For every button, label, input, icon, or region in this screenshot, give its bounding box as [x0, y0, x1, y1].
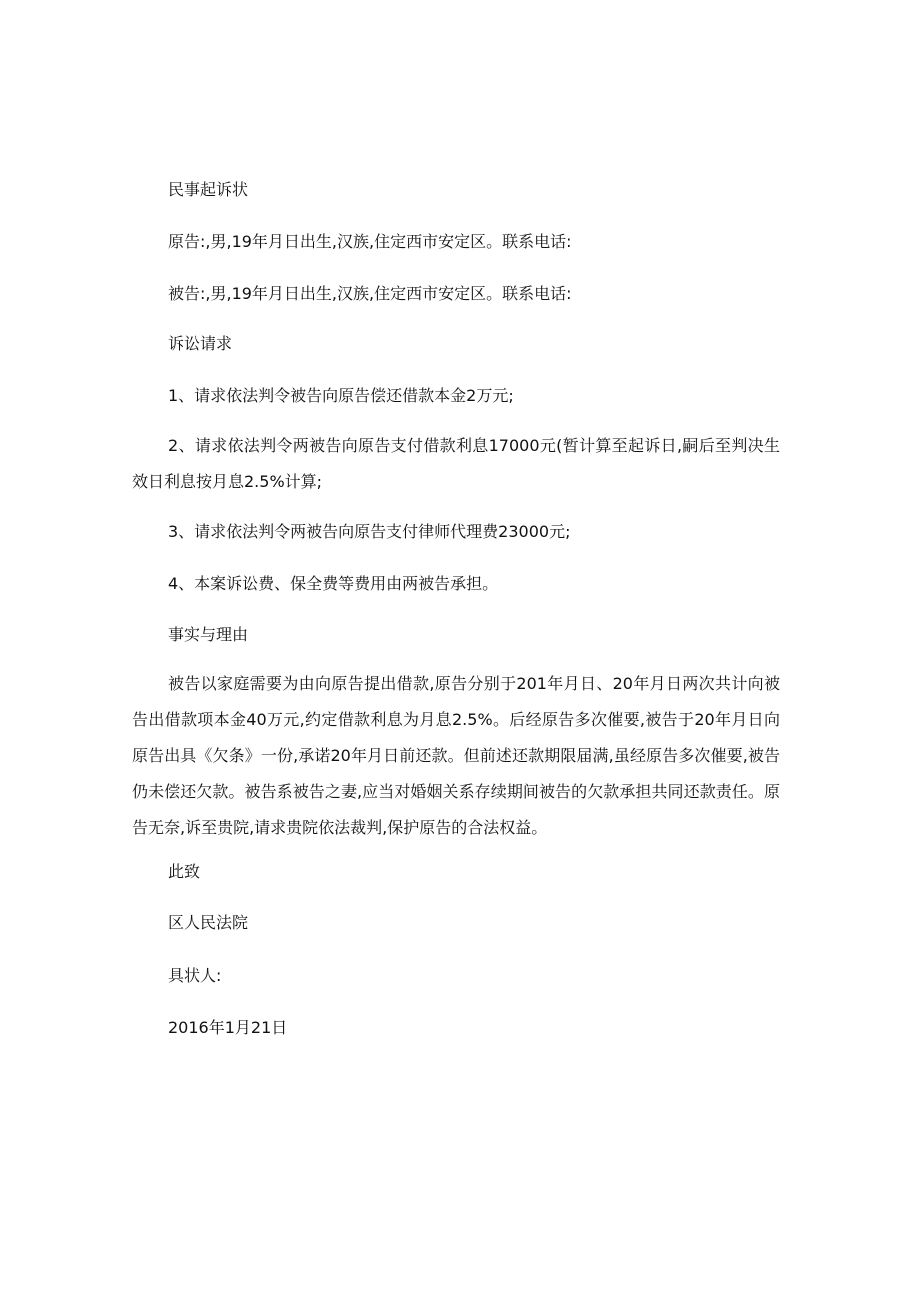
signer-label: 具状人: [168, 966, 222, 985]
facts-paragraph: 被告以家庭需要为由向原告提出借款,原告分别于201年月日、20年月日两次共计向被告出借款项本金40万元,约定借款利息为月息2.5%。后经原告多次催要,被告于20年月日向原告出具《欠条》一份,承诺20年月日前还款。但前述还款期限届满,虽经原告多次催要,被告仍未偿还欠款。被告系被告之妻,应当对婚姻关系存续期间被告的欠款承担共同还款责任。原告无奈,诉至贵院,请求贵院依法裁判,保护原告的合法权益。 [132, 674, 780, 837]
document-title: 民事起诉状 [168, 180, 249, 199]
claim-item: 2、请求依法判令两被告向原告支付借款利息17000元(暂计算至起诉日,嗣后至判决生效日利息按月息2.5%计算; [132, 436, 780, 491]
facts-heading: 事实与理由 [168, 625, 249, 644]
plaintiff-info: 原告:,男,19年月日出生,汉族,住定西市安定区。联系电话: [168, 232, 572, 251]
salutation: 此致 [168, 862, 201, 881]
claim-item: 1、请求依法判令被告向原告偿还借款本金2万元; [168, 386, 514, 405]
claim-item: 4、本案诉讼费、保全费等费用由两被告承担。 [168, 574, 499, 593]
claim-item: 3、请求依法判令两被告向原告支付律师代理费23000元; [168, 522, 571, 541]
claims-heading: 诉讼请求 [168, 334, 233, 353]
document-date: 2016年1月21日 [168, 1018, 288, 1037]
defendant-info: 被告:,男,19年月日出生,汉族,住定西市安定区。联系电话: [168, 284, 572, 303]
court-name: 区人民法院 [168, 913, 249, 932]
